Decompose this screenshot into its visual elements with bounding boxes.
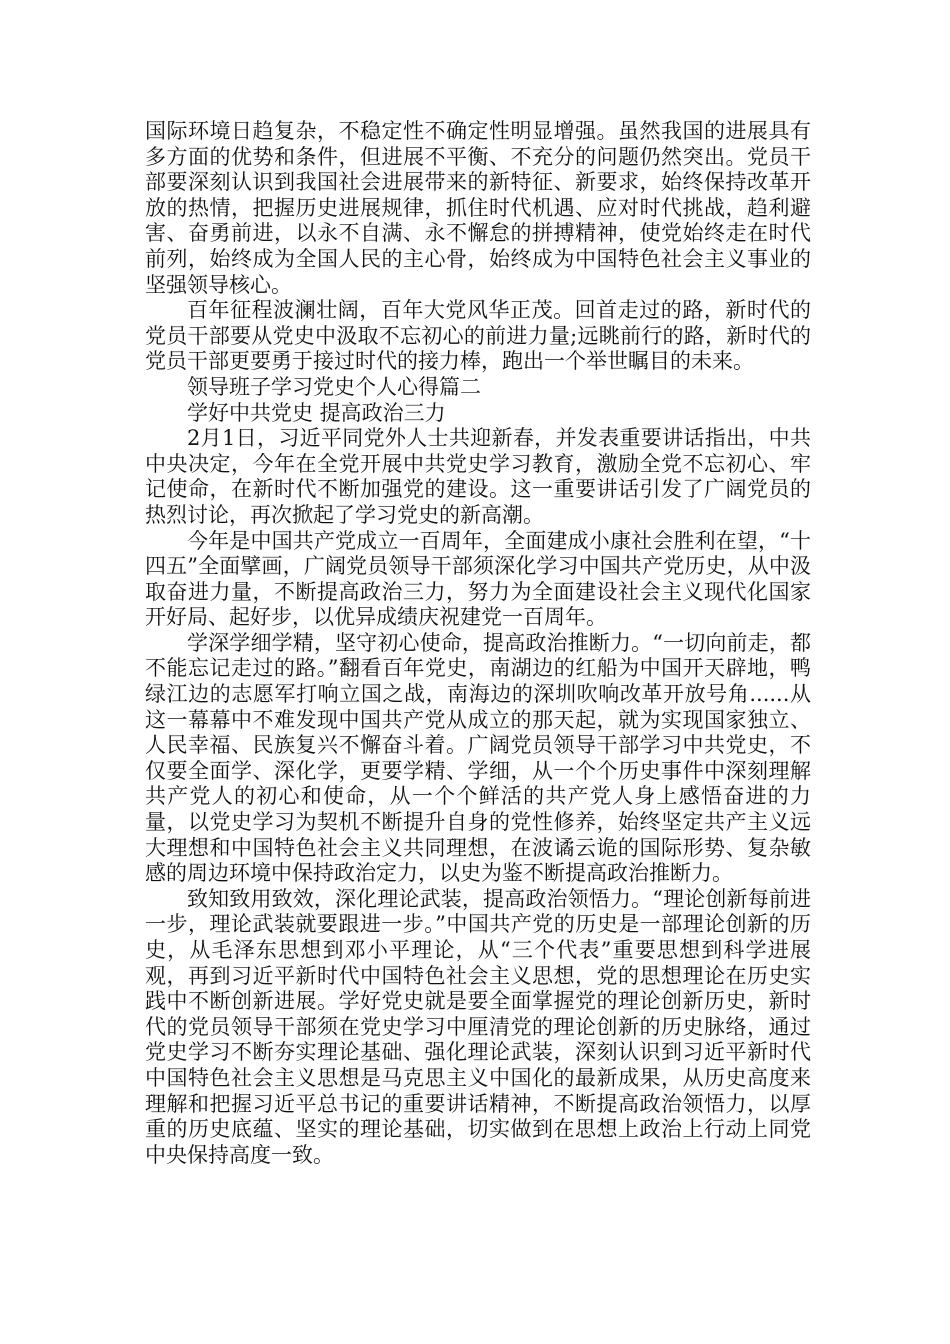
document-page <box>145 119 811 1168</box>
body-paragraph: 今年是中国共产党成立一百周年，全面建成小康社会胜利在望，“十四五”全面擘画，广阔党员领导干部须深化学习中国共产党历史，从中汲取奋进力量，不断提高政治三力，努力为全面建设社会主义现代化国家开好局、起好步，以优异成绩庆祝建党一百周年。 <box>145 528 811 630</box>
body-paragraph: 百年征程波澜壮阔，百年大党风华正茂。回首走过的路，新时代的党员干部要从党史中汲取不忘初心的前进力量;远眺前行的路，新时代的党员干部更要勇于接过时代的接力棒，跑出一个举世瞩目的未来。 <box>145 298 811 374</box>
article-title: 学好中共党史 提高政治三力 <box>187 400 446 425</box>
body-paragraph: 2月1日，习近平同党外人士共迎新春，并发表重要讲话指出，中共中央决定，今年在全党开展中共党史学习教育，激励全党不忘初心、牢记使命，在新时代不断加强党的建设。这一重要讲话引发了广阔党员的热烈讨论，再次掀起了学习党史的新高潮。 <box>145 426 811 527</box>
continuation-paragraph: 国际环境日趋复杂，不稳定性不确定性明显增强。虽然我国的进展具有多方面的优势和条件，但进展不平衡、不充分的问题仍然突出。党员干部要深刻认识到我国社会进展带来的新特征、新要求，始终保持改革开放的热情，把握历史进展规律，抓住时代机遇、应对时代挑战，趋利避害、奋勇前进，以永不自满、永不懈怠的拼搏精神，使党始终走在时代前列，始终成为全国人民的主心骨，始终成为中国特色社会主义事业的坚强领导核心。 <box>145 119 811 297</box>
body-paragraph: 学深学细学精，坚守初心使命，提高政治推断力。“一切向前走，都不能忘记走过的路。”翻看百年党史，南湖边的红船为中国开天辟地，鸭绿江边的志愿军打响立国之战，南海边的深圳吹响改革开放号角......从这一幕幕中不难发现中国共产党从成立的那天起，就为实现国家独立、人民幸福、民族复兴不懈奋斗着。广阔党员领导干部学习中共党史，不仅要全面学、深化学，更要学精、学细，从一个个历史事件中深刻理解共产党人的初心和使命，从一个个鲜活的共产党人身上感悟奋进的力量，以党史学习为契机不断提升自身的党性修养，始终坚定共产主义远大理想和中国特色社会主义共同理想，在波谲云诡的国际形势、复杂敏感的周边环境中保持政治定力，以史为鉴不断提高政治推断力。 <box>145 630 811 886</box>
section-title: 领导班子学习党史个人心得篇二 <box>187 374 481 399</box>
body-paragraph: 致知致用致效，深化理论武装，提高政治领悟力。“理论创新每前进一步，理论武装就要跟进一步。”中国共产党的历史是一部理论创新的历史，从毛泽东思想到邓小平理论，从“三个代表”重要思想到科学进展观，再到习近平新时代中国特色社会主义思想，党的思想理论在历史实践中不断创新进展。学好党史就是要全面掌握党的理论创新历史，新时代的党员领导干部须在党史学习中厘清党的理论创新的历史脉络，通过党史学习不断夯实理论基础、强化理论武装，深刻认识到习近平新时代中国特色社会主义思想是马克思主义中国化的最新成果，从历史高度来理解和把握习近平总书记的重要讲话精神，不断提高政治领悟力，以厚重的历史底蕴、坚实的理论基础，切实做到在思想上政治上行动上同党中央保持高度一致。 <box>145 886 811 1167</box>
